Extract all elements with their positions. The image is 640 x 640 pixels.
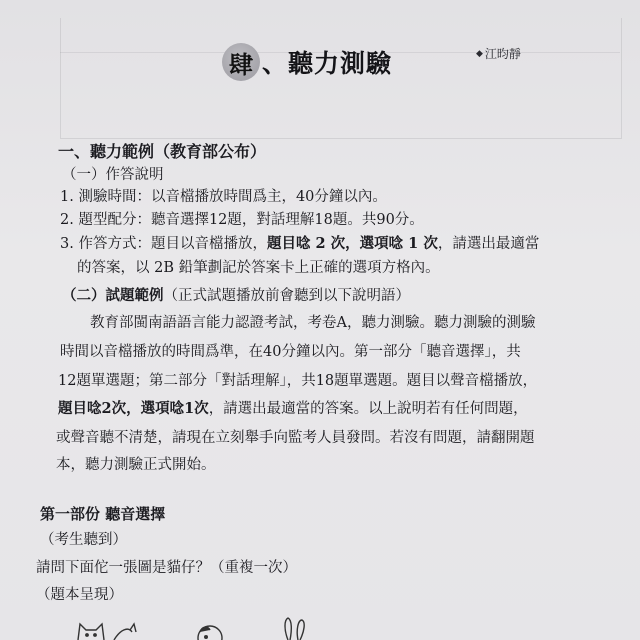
sample-note: （正式試題播放前會聽到以下說明語） [163,288,410,304]
instruction-item-3-bold: 題目唸 2 次，選項唸 1 次 [266,235,438,252]
instruction-item-3-start: 3. 作答方式：題目以音檔播放， [60,236,267,252]
booklet-shows-label: （題本呈現） [36,587,123,603]
paragraph-line-3: 12題單選題；第二部分「對話理解」，共18題單選題。題目以聲音檔播放， [58,373,538,389]
author-credit [476,45,521,62]
answer-illustrations [70,612,330,640]
instruction-item-2: 2. 題型配分：聽音選擇12題，對話理解18題。共90分。 [60,212,424,228]
rabbit-illustration [285,618,304,640]
part-one-heading: 第一部份 聽音選擇 [40,505,166,523]
paragraph-line-4 [58,399,528,419]
sample-heading: （二）試題範例 [62,287,164,304]
paragraph-line-4-bold: 題目唸2次，選項唸1次 [58,400,209,417]
author-name: 江昀靜 [484,47,521,61]
paragraph-line-6: 本，聽力測驗正式開始。 [56,457,216,473]
paragraph-line-5: 或聲音聽不清楚，請現在立刻舉手向監考人員發問。若沒有問題，請翻開題 [56,430,535,446]
paragraph-line-4-rest: ，請選出最適當的答案。以上說明若有任何問題， [208,401,528,417]
section-heading: 一、聽力範例（教育部公布） [58,142,267,161]
paragraph-line-1: 教育部閩南語語言能力認證考試，考卷A，聽力測驗。聽力測驗的測驗 [90,315,536,331]
instruction-item-3 [60,234,539,254]
dog-illustration [198,626,222,640]
title-circle-badge: 肆 [222,43,260,81]
instruction-item-3-continued: 的答案，以 2B 鉛筆劃記於答案卡上正確的選項方格內。 [77,260,440,276]
chapter-title [222,42,392,82]
subheading-instructions: （一）作答說明 [62,167,164,183]
subheading-sample [62,286,410,306]
instruction-item-1: 1. 測驗時間：以音檔播放時間爲主，40分鐘以內。 [60,189,387,205]
title-text: 、聽力測驗 [262,49,393,78]
student-hears-label: （考生聽到） [40,532,127,548]
paragraph-line-2: 時間以音檔播放的時間爲準，在40分鐘以內。第一部分「聽音選擇」，共 [60,344,521,360]
question-text: 請問下面佗一張圖是貓仔？（重複一次） [36,560,297,576]
cat-illustration [78,624,136,640]
instruction-item-3-end: ，請選出最適當 [437,236,540,252]
diamond-icon: ◆ [476,48,483,59]
